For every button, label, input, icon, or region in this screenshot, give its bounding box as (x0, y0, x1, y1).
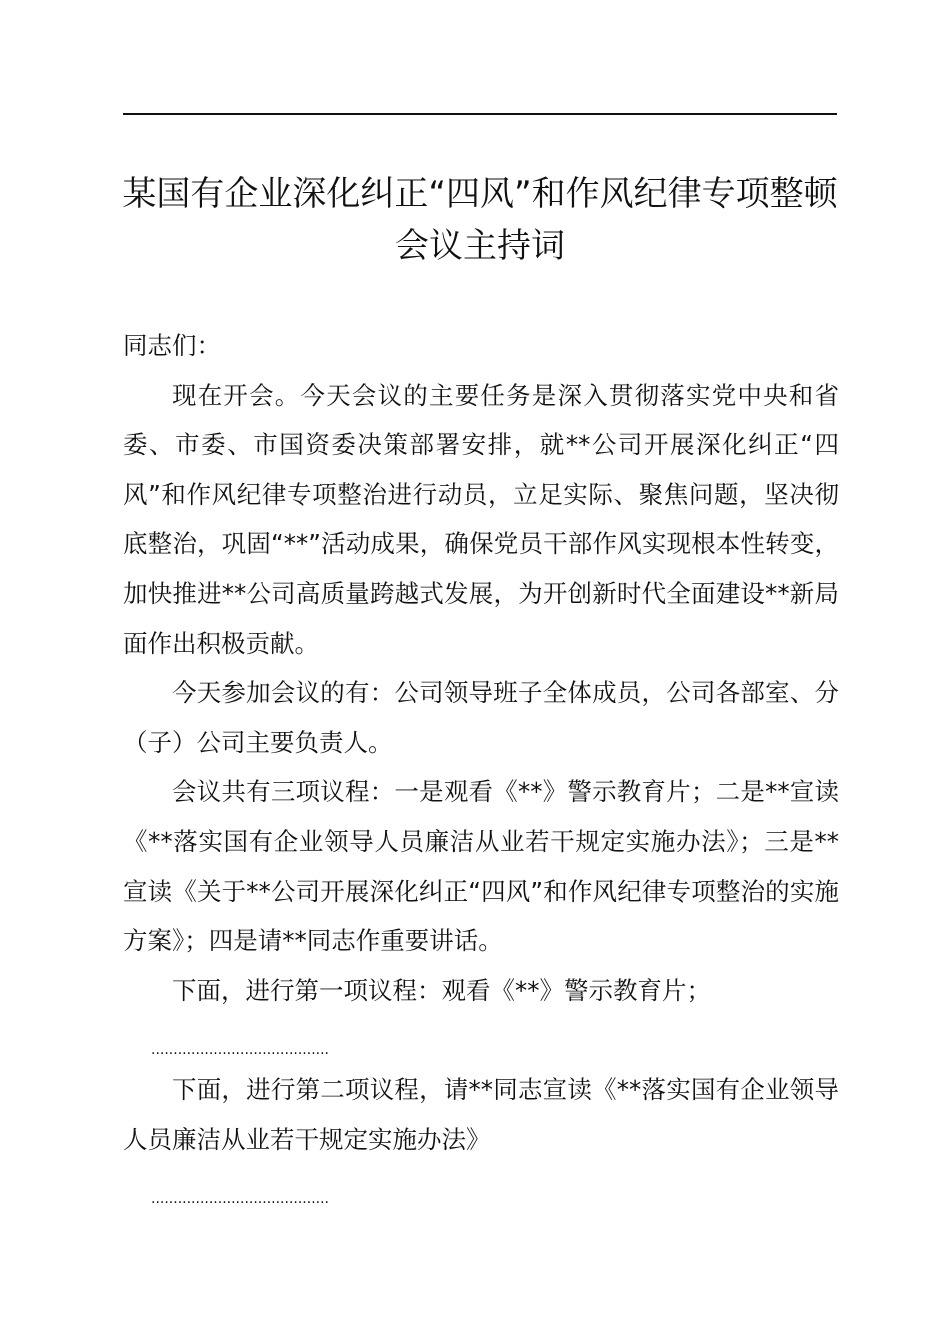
ellipsis-text: ........................................ (151, 1191, 330, 1208)
paragraph-first-item: 下面，进行第一项议程：观看《**》警示教育片； (172, 975, 711, 1005)
paragraph-opening: 现在开会。今天会议的主要任务是深入贯彻落实党中央和省委、市委、市国资委决策部署安排，就**公司开展深化纠正“四风”和作风纪律专项整治进行动员，立足实际、聚焦问题，坚决彻底整治，巩固“**”活动成果，确保党员干部作风实现根本性转变，加快推进**公司高质量跨越式发展，为开创新时代全面建设**新局面作出积极贡献。 (123, 380, 839, 658)
ellipsis-text: ........................................ (151, 1042, 330, 1059)
document-body (123, 321, 839, 1214)
paragraph-second-item: 下面，进行第二项议程，请**同志宣读《**落实国有企业领导人员廉洁从业若干规定实施办法》 (123, 1074, 839, 1154)
paragraph-agenda: 会议共有三项议程：一是观看《**》警示教育片；二是**宣读《**落实国有企业领导人员廉洁从业若干规定实施办法》；三是**宣读《关于**公司开展深化纠正“四风”和作风纪律专项整治的实施方案》；四是请**同志作重要讲话。 (123, 777, 839, 956)
ellipsis-line (123, 1164, 839, 1214)
ellipsis-line (123, 1015, 839, 1065)
paragraph-attendees: 今天参加会议的有：公司领导班子全体成员，公司各部室、分（子）公司主要负责人。 (123, 678, 839, 757)
header-rule (123, 113, 837, 115)
document-title: 某国有企业深化纠正“四风”和作风纪律专项整顿会议主持词 (122, 174, 838, 266)
greeting: 同志们： (123, 331, 221, 360)
